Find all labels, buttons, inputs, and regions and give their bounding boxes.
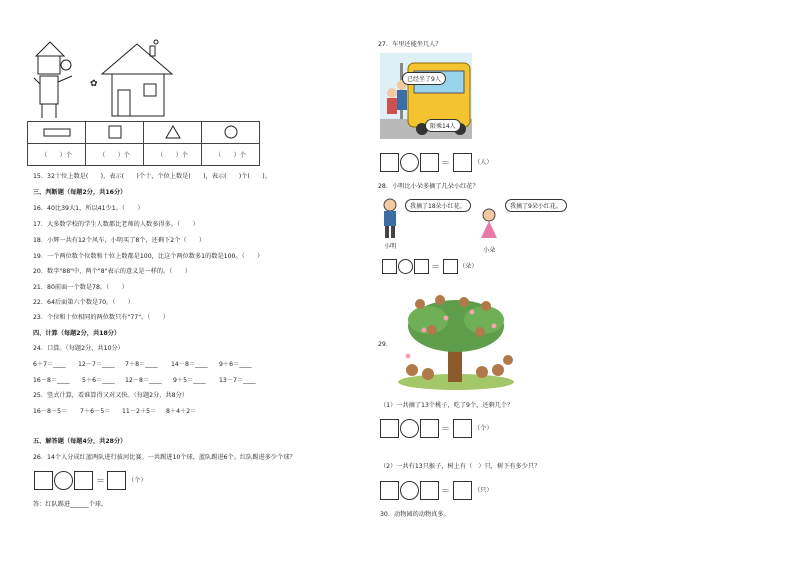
answer-box[interactable] xyxy=(453,419,472,438)
answer-box[interactable] xyxy=(380,419,399,438)
shape-count-cell[interactable]: （ ）个 xyxy=(202,144,260,166)
answer-box[interactable] xyxy=(34,471,53,490)
calc-item: 12－7＝____ xyxy=(78,361,115,368)
shape-figure-illustration xyxy=(28,38,198,120)
operator-circle[interactable] xyxy=(400,481,419,500)
question-23: 23．个位和十位相同的两位数只有"77"。（ ） xyxy=(33,314,169,321)
answer-box[interactable] xyxy=(382,259,397,274)
operator-circle[interactable] xyxy=(400,419,419,438)
answer-box[interactable] xyxy=(420,481,439,500)
equals-sign: ＝ xyxy=(431,263,441,273)
vertical-calc-item: 7＋6－5＝ xyxy=(80,408,111,415)
operator-circle[interactable] xyxy=(398,259,413,274)
shape-count-cell[interactable]: （ ）个 xyxy=(86,144,144,166)
square-icon xyxy=(107,125,123,139)
section-3-heading: 三、判断题（每题2分，共16分） xyxy=(33,189,127,196)
monkey-tree-illustration xyxy=(398,290,518,390)
shape-count-cell[interactable]: （ ）个 xyxy=(144,144,202,166)
circle-icon xyxy=(223,125,239,139)
question-15: 15．32十位上数是( )，表示( )个十，个位上数是( )，表示( )个( )。 xyxy=(33,173,271,180)
question-25: 25．竖式计算，看谁算得又对又快。（每题2分，共8分） xyxy=(33,392,188,399)
question-29-part2: （2）一共有13只猴子，树上有（ ）只，树下有多少只？ xyxy=(380,463,541,470)
calc-item: 9＋6＝____ xyxy=(219,361,252,368)
unit-label: （个） xyxy=(474,425,493,432)
shape-count-table xyxy=(27,121,260,166)
question-29: 29． xyxy=(378,341,393,348)
speech-bubble: 已经坐了9人 xyxy=(402,72,446,85)
equals-sign: ＝ xyxy=(441,487,451,497)
rectangle-icon xyxy=(42,126,72,138)
circle-cell xyxy=(202,122,260,144)
section-4-heading: 四、计算（每题2分，共18分） xyxy=(33,330,121,337)
unit-label: （朵） xyxy=(459,263,478,270)
question-19: 19．一个两位数个位数和十位上数都是100，比这个两位数多1的数是100。（ ） xyxy=(33,253,264,260)
answer-box[interactable] xyxy=(414,259,429,274)
calc-item: 12－8＝____ xyxy=(125,377,162,384)
question-20: 20．数字"88"中，两个"8"表示的意义是一样的。（ ） xyxy=(33,268,191,275)
answer-box[interactable] xyxy=(420,153,439,172)
unit-label: （人） xyxy=(474,159,493,166)
equals-sign: ＝ xyxy=(441,159,451,169)
question-26: 26．14个人分成红蓝两队进行拔河比赛。一共踢进10个球，蓝队踢进6个。红队踢进多少个球？ xyxy=(33,454,296,461)
shape-count-cell[interactable]: （ ）个 xyxy=(28,144,86,166)
name-label: 小明 xyxy=(384,243,397,250)
speech-bubble: 我摘了18朵小红花。 xyxy=(405,199,471,212)
unit-label: （个） xyxy=(128,477,147,484)
triangle-icon xyxy=(165,125,181,139)
name-label: 小朵 xyxy=(483,247,496,254)
speech-bubble: 我摘了9朵小红花。 xyxy=(505,199,567,212)
calc-item: 6＋7＝____ xyxy=(33,361,66,368)
question-17: 17．大多数学校的学生人数都比老师的人数多得多。（ ） xyxy=(33,221,199,228)
question-29-part1: （1）一共摘了13个桃子，吃了9个，还剩几个？ xyxy=(380,402,514,409)
question-27: 27．车里还能坐几人？ xyxy=(378,41,442,48)
answer-box[interactable] xyxy=(74,471,93,490)
answer-box[interactable] xyxy=(380,153,399,172)
girl-figure xyxy=(479,208,499,242)
triangle-cell xyxy=(144,122,202,144)
vertical-calc-item: 16－8－5＝ xyxy=(33,408,68,415)
question-24: 24．口算。（每题2分，共10分） xyxy=(33,345,124,352)
answer-box[interactable] xyxy=(107,471,126,490)
calc-item: 16－8＝____ xyxy=(33,377,70,384)
svg-text:✿: ✿ xyxy=(90,79,98,89)
answer-box[interactable] xyxy=(443,259,458,274)
speech-bubble: 限乘14人 xyxy=(425,119,461,132)
answer-box[interactable] xyxy=(420,419,439,438)
calc-item: 9＋5＝____ xyxy=(173,377,206,384)
answer-box[interactable] xyxy=(380,481,399,500)
boy-figure xyxy=(380,198,400,240)
square-cell xyxy=(86,122,144,144)
answer-box[interactable] xyxy=(453,153,472,172)
answer-box[interactable] xyxy=(453,481,472,500)
section-5-heading: 五、解答题（每题4分，共28分） xyxy=(33,438,127,445)
calc-item: 7＋8＝____ xyxy=(125,361,158,368)
operator-circle[interactable] xyxy=(54,471,73,490)
equals-sign: ＝ xyxy=(441,425,451,435)
question-30: 30．动物园的动物真多。 xyxy=(380,511,450,518)
vertical-calc-item: 8＋4＋2＝ xyxy=(166,408,197,415)
question-18: 18．小辉一共有12个风车，小明买了8个，还剩下2个（ ） xyxy=(33,237,206,244)
calc-item: 13－7＝____ xyxy=(219,377,256,384)
question-22: 22．64后面第六个数是70。（ ） xyxy=(33,299,134,306)
equals-sign: ＝ xyxy=(96,477,106,487)
calc-item: 5＋6＝____ xyxy=(82,377,115,384)
question-28: 28．小明比小朵多摘了几朵小红花？ xyxy=(378,183,479,190)
vertical-calc-item: 11－2＋5＝ xyxy=(122,408,157,415)
answer-sentence: 答：红队踢进______个球。 xyxy=(33,501,108,508)
question-21: 21．80前面一个数是78。（ ） xyxy=(33,284,128,291)
calc-item: 14－8＝____ xyxy=(171,361,208,368)
unit-label: （只） xyxy=(474,487,493,494)
operator-circle[interactable] xyxy=(400,153,419,172)
question-16: 16．40比39大1，所以41少1。（ ） xyxy=(33,205,144,212)
rectangle-cell xyxy=(28,122,86,144)
